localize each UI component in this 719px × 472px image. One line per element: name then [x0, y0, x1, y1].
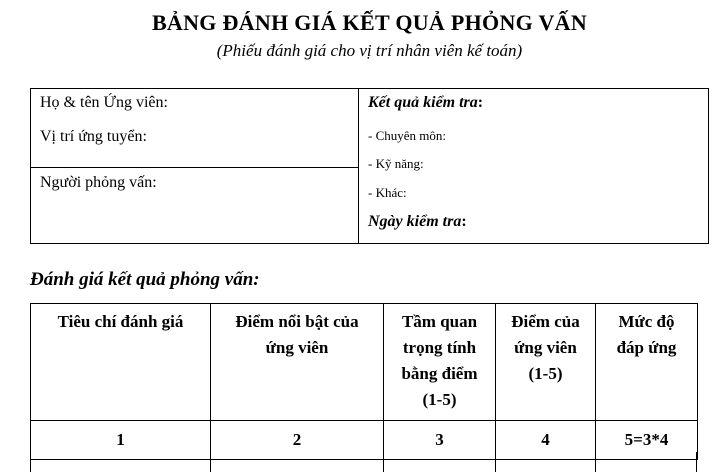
position-label: Vị trí ứng tuyển:: [40, 128, 147, 145]
next-row-lines: [30, 452, 697, 472]
column-number: 4: [496, 421, 596, 460]
candidate-info-box: [30, 88, 709, 244]
document-subtitle: (Phiếu đánh giá cho vị trí nhân viên kế toán): [216, 41, 523, 60]
evaluation-heading: Đánh giá kết quả phỏng vấn:: [30, 269, 260, 290]
column-header-fulfillment: Mức độ đáp ứng: [596, 304, 698, 421]
column-header-candidate-score: Điểm của ứng viên (1-5): [496, 304, 596, 421]
evaluation-header-row: [31, 304, 698, 421]
document-title: BẢNG ĐÁNH GIÁ KẾT QUẢ PHỎNG VẤN: [151, 10, 588, 35]
test-result-heading: [368, 94, 483, 112]
expertise-label: - Chuyên môn:: [368, 128, 446, 143]
skills-label: - Kỹ năng:: [368, 156, 424, 171]
column-number: 2: [211, 421, 384, 460]
test-result-label: Kết quả kiểm tra: [368, 94, 478, 111]
column-header-criteria: Tiêu chí đánh giá: [31, 304, 211, 421]
interviewer-label: Người phỏng vấn:: [40, 174, 157, 191]
column-number: 3: [384, 421, 496, 460]
test-date-colon: :: [461, 213, 467, 230]
evaluation-table: [30, 303, 698, 460]
column-header-highlights: Điểm nổi bật của ứng viên: [211, 304, 384, 421]
test-result-colon: :: [477, 94, 484, 111]
test-date-heading: [368, 213, 467, 231]
column-number: 5=3*4: [596, 421, 698, 460]
candidate-name-label: Họ & tên Ứng viên:: [40, 94, 168, 111]
column-header-importance: Tầm quan trọng tính bằng điểm (1-5): [384, 304, 496, 421]
other-label: - Khác:: [368, 185, 407, 200]
test-date-label: Ngày kiểm tra: [368, 213, 462, 230]
info-box-column-divider: [358, 89, 359, 243]
column-number: 1: [31, 421, 211, 460]
info-box-row-divider: [31, 167, 358, 168]
